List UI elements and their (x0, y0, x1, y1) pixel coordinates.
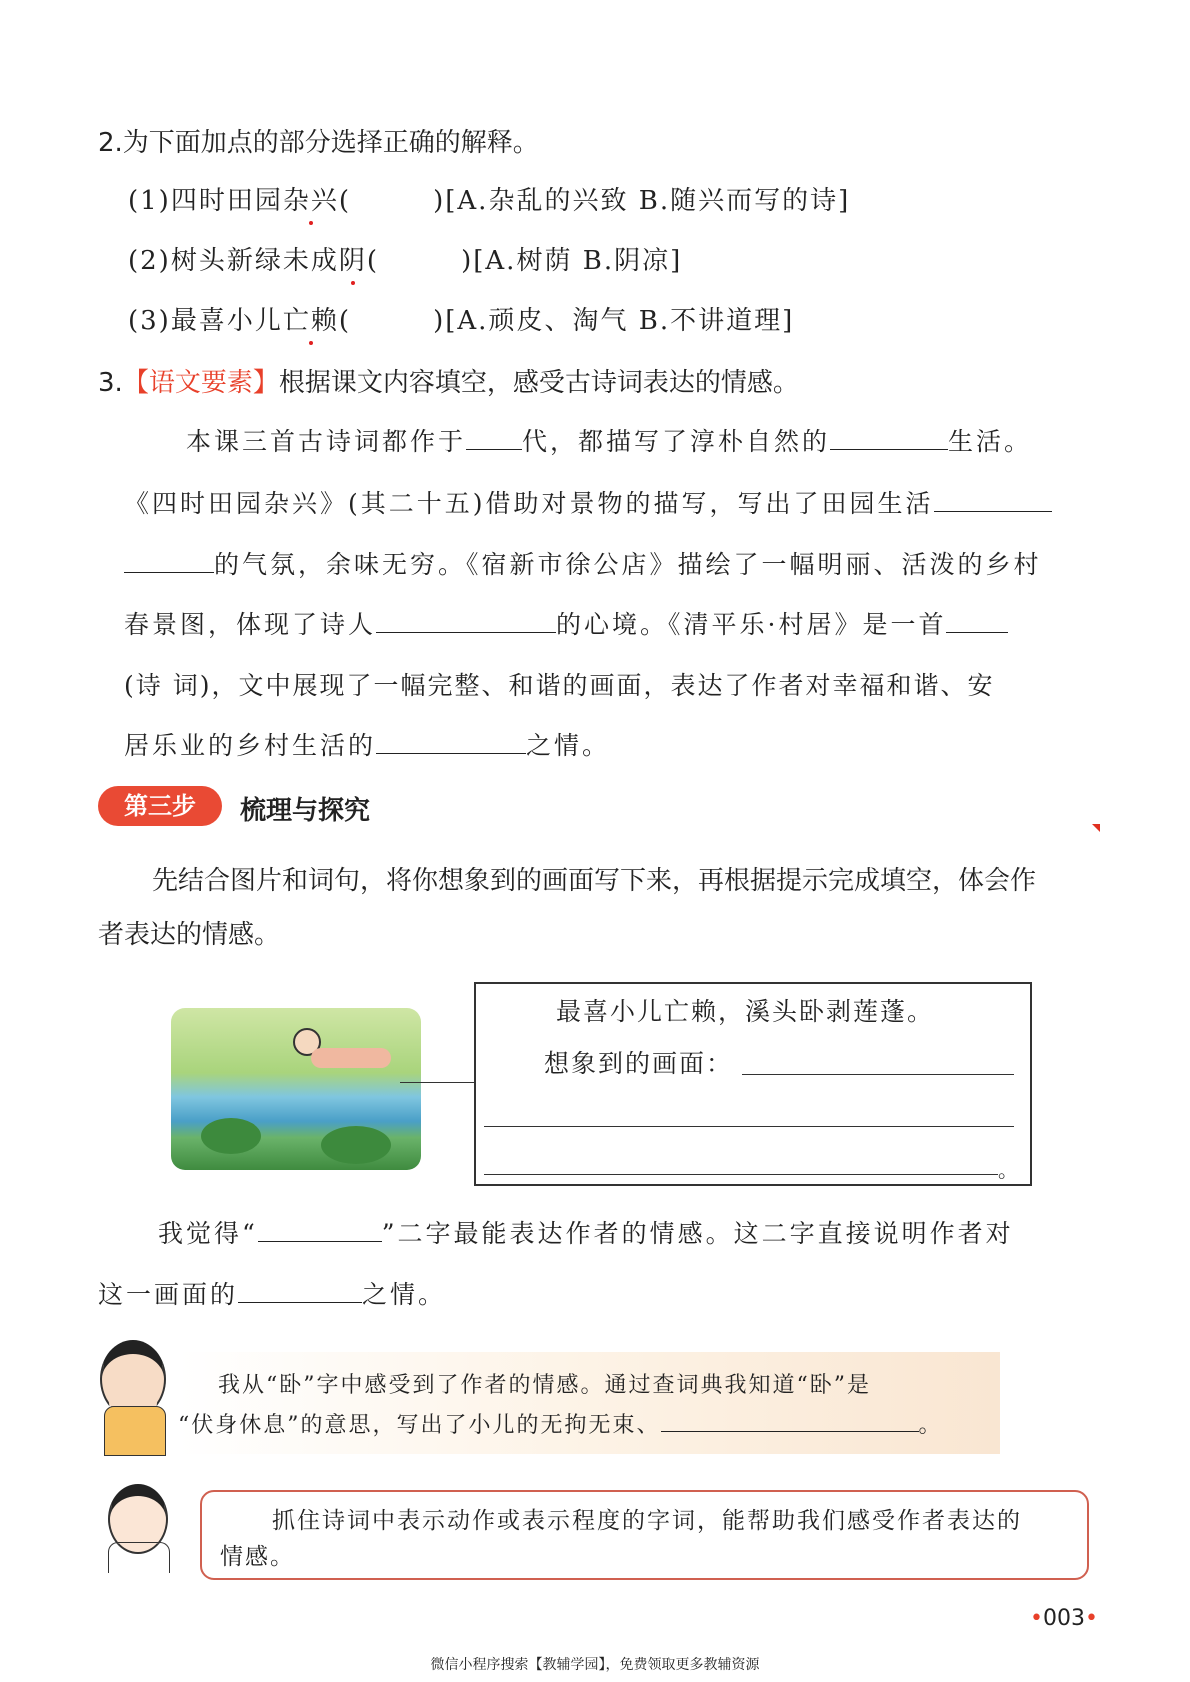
intro-line-2: 者表达的情感。 (98, 920, 281, 950)
options: [A.顽皮、淘气 B.不讲道理] (445, 306, 795, 336)
page-number: •003• (1030, 1606, 1098, 1631)
tip-text-1: 抓住诗词中表示动作或表示程度的字词，能帮助我们感受作者表达的 (272, 1508, 1022, 1534)
answer-line[interactable] (484, 1126, 1014, 1127)
writing-box (474, 982, 1032, 1186)
question-3-title (98, 362, 799, 399)
options: [A.杂乱的兴致 B.随兴而写的诗] (445, 186, 851, 216)
footer-note: 微信小程序搜索【教辅学园】，免费领取更多教辅资源 (430, 1657, 760, 1673)
tag-label: 【语文要素】 (122, 368, 279, 398)
section-title: 梳理与探究 (240, 796, 371, 826)
blank[interactable] (830, 427, 948, 450)
poem-line: 最喜小儿亡赖，溪头卧剥莲蓬。 (556, 997, 935, 1026)
fill-line-6 (124, 726, 610, 762)
text: ”二字最能表达作者的情感。这二字直接说明作者对 (381, 1219, 1014, 1248)
blank[interactable] (934, 489, 1052, 512)
step-badge: 第三步 (98, 786, 222, 826)
item-text: (1)四时田园 (128, 186, 283, 216)
feel-line-2 (98, 1275, 446, 1311)
text: 《四时田园杂兴》(其二十五)借助对景物的描写，写出了田园生活 (124, 489, 934, 518)
child-body-icon (311, 1048, 391, 1068)
fill-line-5: (诗 词)，文中展现了一幅完整、和谐的画面，表达了作者对幸福和谐、安 (124, 671, 995, 700)
blank[interactable] (258, 1219, 382, 1242)
text: 之情。 (362, 1280, 447, 1309)
blank[interactable] (946, 610, 1008, 633)
girl-text-1: 我从“卧”字中感受到了作者的情感。通过查词典我知道“卧”是 (218, 1373, 871, 1398)
q-num: 3. (98, 368, 123, 398)
dotted-text: 亡赖 (282, 306, 339, 336)
answer-paren[interactable]: ( ) (338, 186, 446, 216)
period: 。 (998, 1158, 1018, 1182)
answer-paren[interactable]: ( ) (338, 306, 446, 336)
imagine-label: 想象到的画面： (544, 1049, 734, 1078)
blank[interactable] (376, 731, 526, 754)
text: 本课三首古诗词都作于 (186, 427, 467, 456)
answer-line[interactable] (742, 1074, 1014, 1075)
answer-paren[interactable]: ( ) (366, 246, 474, 276)
blank[interactable] (376, 610, 556, 633)
question-2-item-1 (128, 180, 850, 217)
text: 的气氛，余味无穷。《宿新市徐公店》描绘了一幅明丽、活泼的乡村 (214, 550, 1042, 579)
text: 这一画面的 (98, 1280, 239, 1309)
item-text: (2)树头新绿未成 (128, 246, 339, 276)
answer-line[interactable] (484, 1174, 998, 1175)
text: 居乐业的乡村生活的 (124, 731, 377, 760)
intro-line-1: 先结合图片和词句，将你想象到的画面写下来，再根据提示完成填空，体会作 (152, 866, 1037, 896)
text: “伏身休息”的意思，写出了小儿的无拘无束、 (178, 1413, 661, 1438)
lotus-leaf-icon (201, 1118, 261, 1154)
text: 生活。 (948, 427, 1033, 456)
page-number-text: 003 (1042, 1606, 1085, 1631)
blank[interactable] (124, 550, 214, 573)
period: 。 (918, 1413, 943, 1438)
fill-line-4 (124, 605, 1008, 641)
fill-line-1 (186, 422, 1032, 458)
fill-line-2 (124, 484, 1052, 520)
item-text: (3)最喜小儿 (128, 306, 283, 336)
text: 代，都描写了淳朴自然的 (522, 427, 831, 456)
text: 我觉得“ (158, 1219, 258, 1248)
options: [A.树荫 B.阴凉] (473, 246, 683, 276)
blank[interactable] (466, 427, 522, 450)
dotted-text: 阴 (338, 246, 367, 276)
feel-line-1 (158, 1214, 1014, 1250)
boy-body-icon (108, 1542, 170, 1573)
illustration-child-lotus-pond (171, 1008, 421, 1170)
corner-mark-icon (1092, 824, 1100, 832)
girl-text-2 (178, 1408, 943, 1439)
text: 春景图，体现了诗人 (124, 610, 377, 639)
q-text: 根据课文内容填空，感受古诗词表达的情感。 (278, 368, 799, 398)
tip-bubble (200, 1490, 1089, 1580)
blank[interactable] (661, 1409, 919, 1432)
text: 之情。 (526, 731, 611, 760)
blank[interactable] (238, 1280, 362, 1303)
girl-body-icon (104, 1406, 166, 1456)
connector-line (400, 1082, 474, 1083)
fill-line-3 (124, 545, 1042, 581)
question-2-item-3 (128, 300, 794, 337)
lotus-leaf-icon (321, 1126, 391, 1164)
question-2-title: 2.为下面加点的部分选择正确的解释。 (98, 128, 539, 158)
tip-text-2: 情感。 (220, 1544, 295, 1570)
dotted-text: 杂兴 (282, 186, 339, 216)
text: 的心境。《清平乐·村居》是一首 (556, 610, 947, 639)
question-2-item-2 (128, 240, 682, 277)
